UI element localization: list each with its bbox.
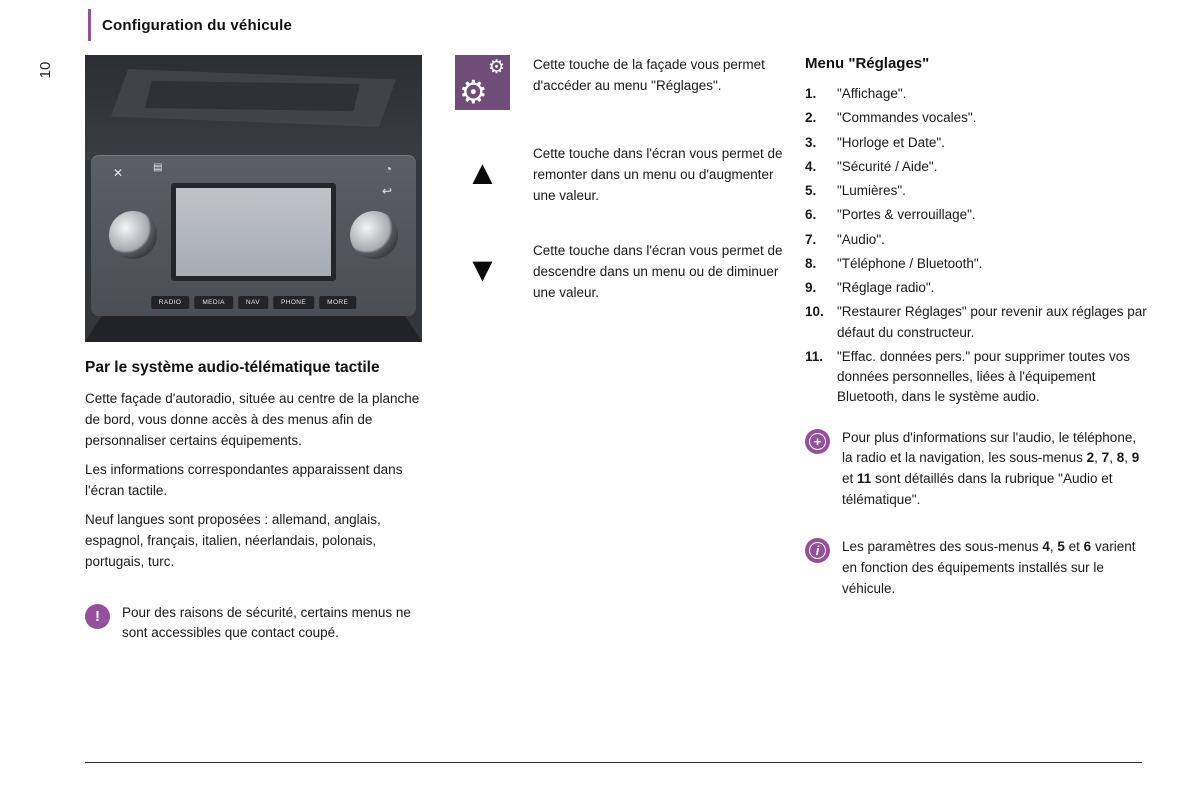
warning-icon: ! [85,604,110,629]
dashboard-vent-slot [145,81,360,111]
arrow-down-icon: ▼ [465,250,500,289]
menu-item-3: 3. "Horloge et Date". [805,134,945,150]
info-note [805,537,1145,600]
menu-item-5: 5. "Lumières". [805,183,906,198]
page-number: 10 [37,61,54,79]
info-icon: i [805,538,830,563]
menu-icon: ▤ [153,162,163,173]
down-key-text: Cette touche dans l'écran vous permet de descendre dans un menu ou de diminuer une valeur. [533,242,783,300]
plus-icon: + [805,429,830,454]
mute-icon: ✕ [113,166,124,180]
more-button: MORE [319,296,356,309]
gear-icon: ⚙ [487,57,505,78]
section-title: Par le système audio-télématique tactile [85,359,380,376]
paragraph: Cette façade d'autoradio, située au centre de la planche de bord, vous donne accès à des menus afin de personnaliser certains équipements. [85,391,420,448]
phone-button: PHONE [273,296,314,309]
footer-divider [85,762,1142,763]
return-icon: ↩ [381,184,392,198]
paragraph: Neuf langues sont proposées : allemand, anglais, espagnol, français, italien, néerlandais, polonais, portugais, turc. [85,511,381,569]
radio-faceplate [91,155,416,316]
menu-reglages-title: Menu "Réglages" [805,55,930,72]
dashboard-base [85,316,422,342]
warning-text: Pour des raisons de sécurité, certains menus ne sont accessibles que contact coupé. [122,604,411,641]
radio-button: RADIO [151,296,190,309]
clock-icon: ◔ [384,162,392,176]
safety-warning-note [85,603,415,645]
menu-item-1: 1. "Affichage". [805,86,907,101]
header-accent-bar [88,9,91,41]
settings-key-text: Cette touche de la façade vous permet d'accéder au menu "Réglages". [533,57,765,93]
car-radio-image [85,55,422,342]
menu-item-2: 2. "Commandes vocales". [805,110,977,126]
menu-item-4: 4. "Sécurité / Aide". [805,158,938,174]
menu-item-7: 7. "Audio". [805,231,885,247]
volume-knob [109,211,157,259]
menu-item-6: 6. "Portes & verrouillage". [805,207,976,223]
menu-item-11: 11. "Effac. données pers." pour supprimer toutes vos données personnelles, liées à l'équipement Bluetooth, dans le système audio. [805,348,1130,405]
paragraph: Les informations correspondantes apparaissent dans l'écran tactile. [85,461,403,498]
middle-column [455,55,787,338]
gear-icon: ⚙ [459,74,488,110]
dashboard-top [85,55,422,160]
up-key-row [455,144,787,207]
menu-item-10: 10. "Restaurer Réglages" pour revenir aux réglages par défaut du constructeur. [805,304,1147,340]
settings-key-row [455,55,787,110]
radio-button-row [151,296,357,309]
media-button: MEDIA [194,296,233,309]
right-column [805,55,1150,600]
more-info-text: Pour plus d'informations sur l'audio, le téléphone, la radio et la navigation, les sous-menus 2, 7, 8, 9 et 11 sont détaillés dans la rubrique "Audio et télématique". [842,429,1140,508]
page-title: Configuration du véhicule [102,16,293,34]
radio-touchscreen [171,183,336,281]
page-header [88,8,292,42]
info-text: Les paramètres des sous-menus 4, 5 et 6 varient en fonction des équipements installés sur le véhicule. [842,539,1136,597]
more-info-note [805,428,1145,512]
left-column [85,55,422,644]
arrow-up-icon: ▲ [465,154,500,192]
menu-item-9: 9. "Réglage radio". [805,280,935,295]
tune-knob [350,211,398,259]
nav-button: NAV [238,296,268,309]
menu-item-8: 8. "Téléphone / Bluetooth". [805,255,983,271]
settings-gear-icon [455,55,510,110]
up-key-text: Cette touche dans l'écran vous permet de remonter dans un menu ou d'augmenter une valeur. [533,146,783,203]
down-key-row [455,241,787,304]
